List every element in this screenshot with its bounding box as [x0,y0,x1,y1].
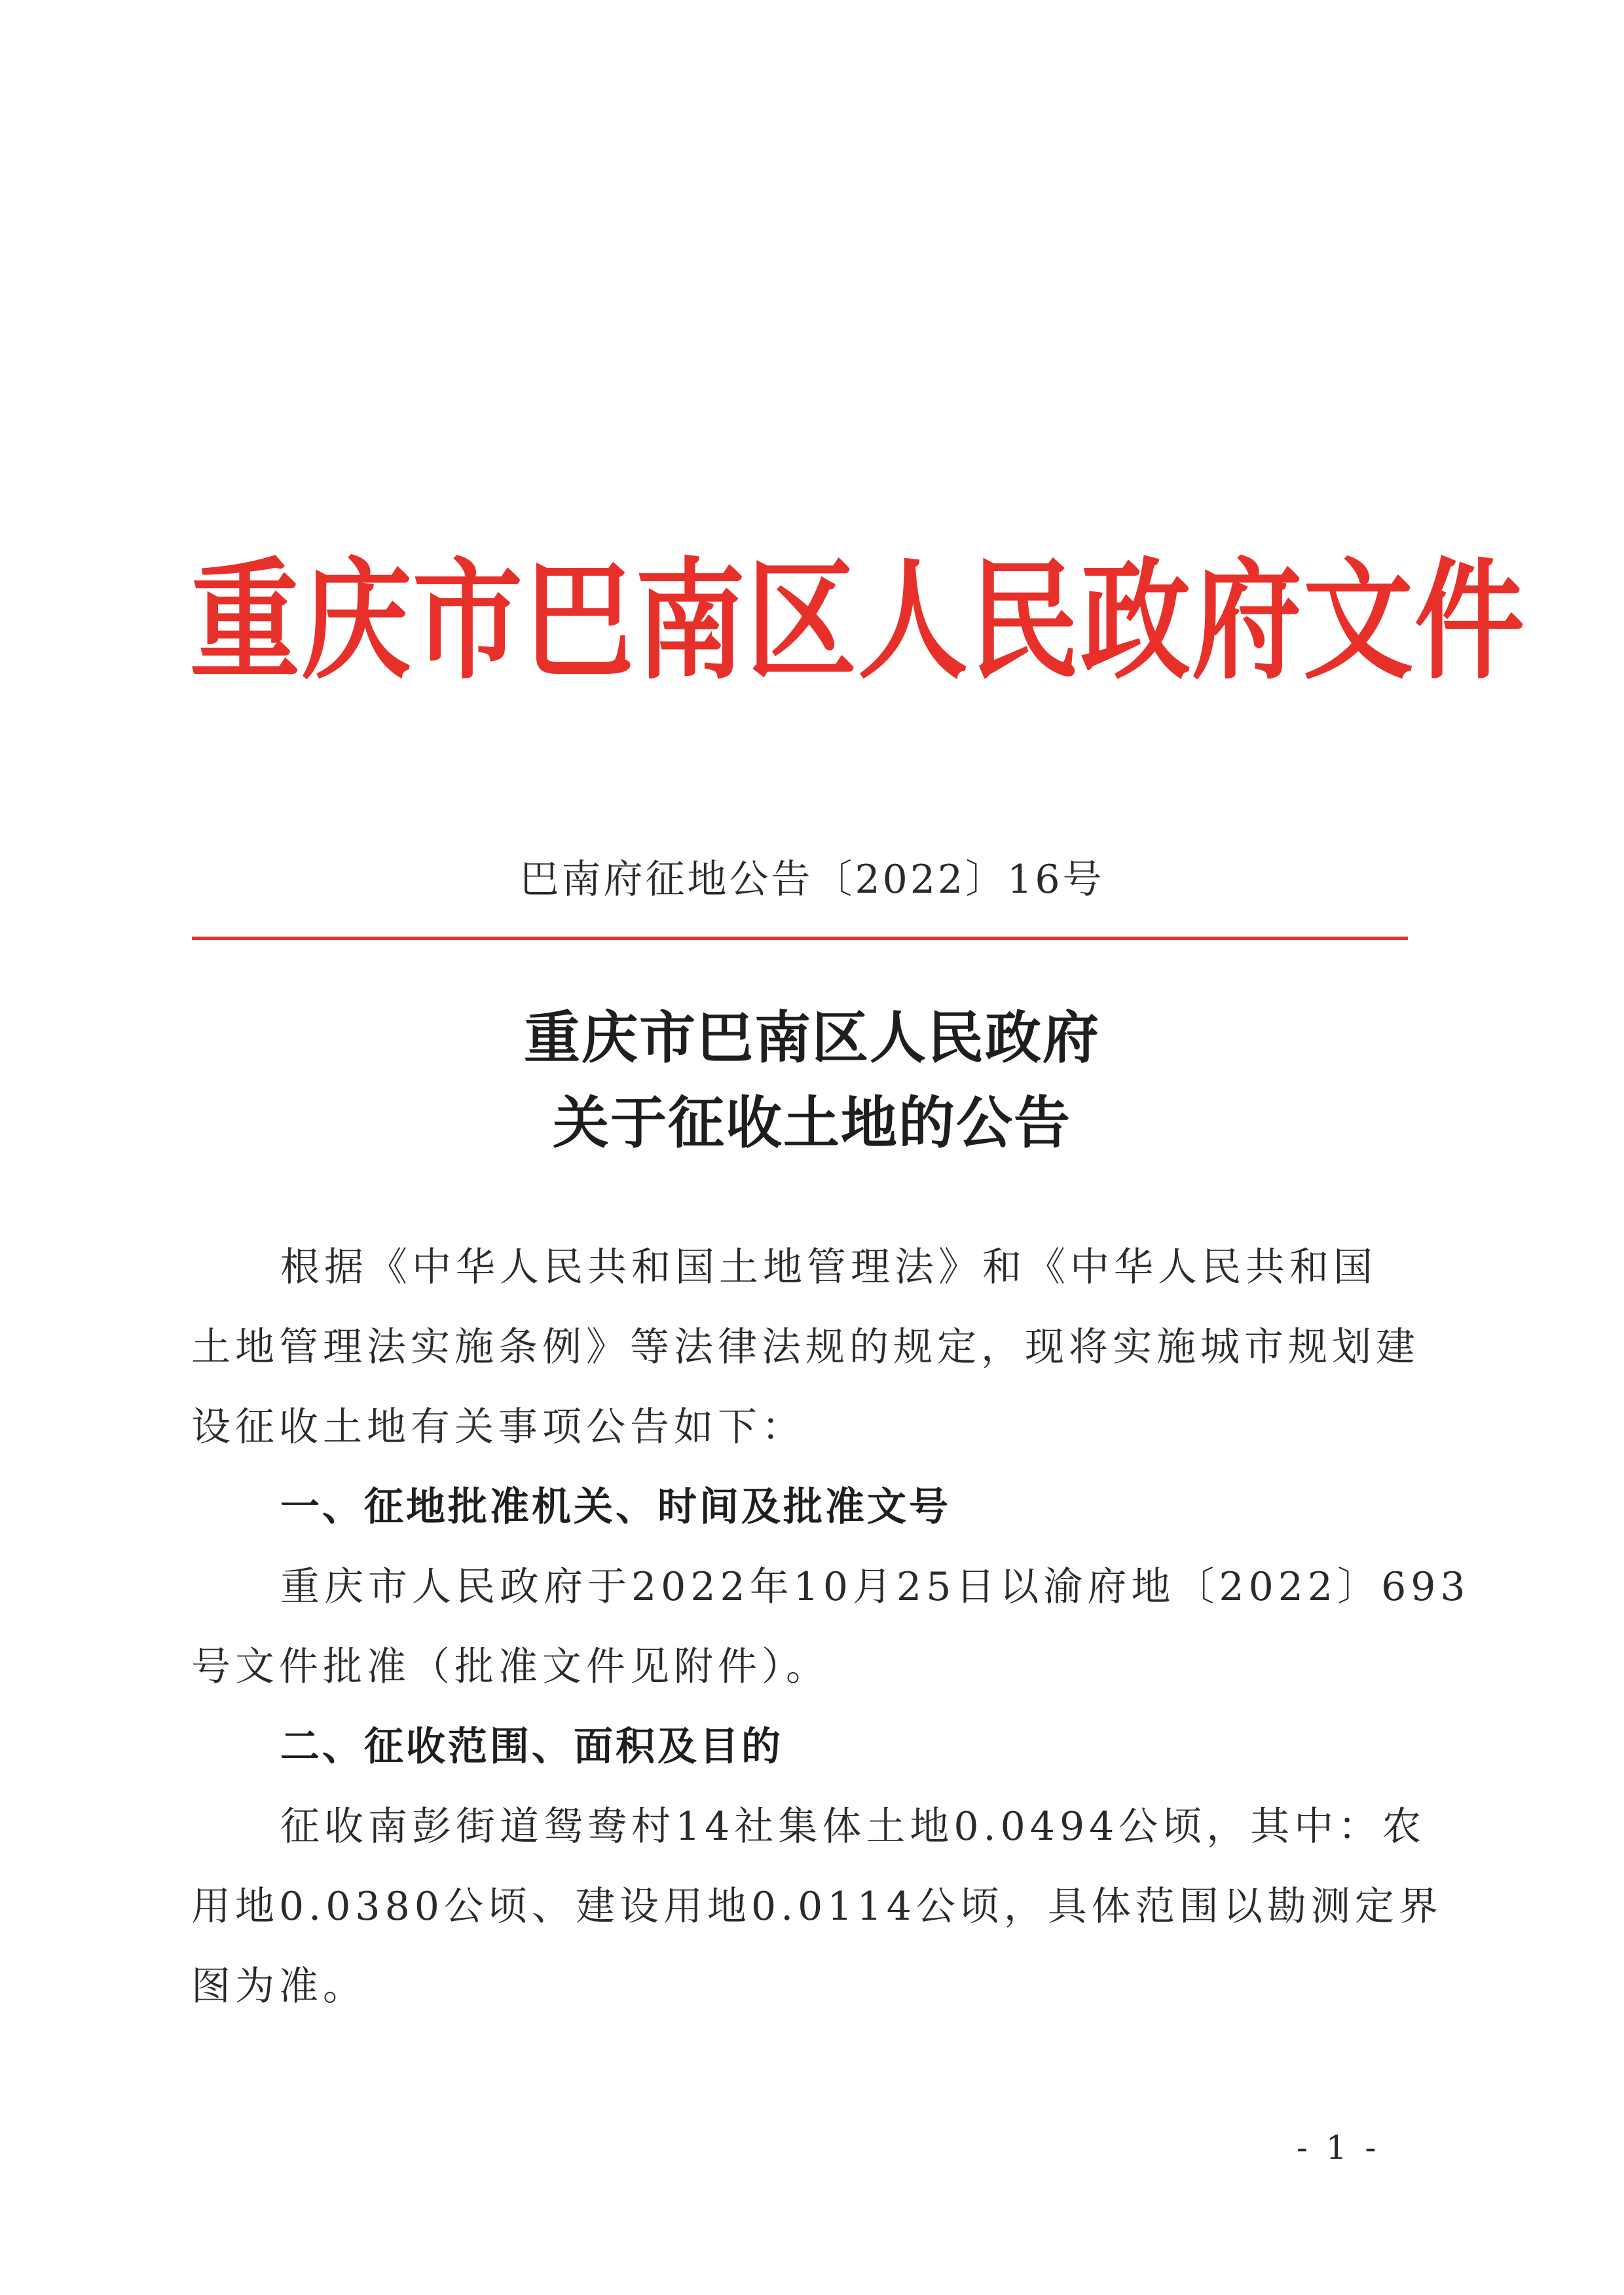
section-2-heading: 二、征收范围、面积及目的 [280,1724,783,1770]
document-number: 巴南府征地公告〔2022〕16号 [519,857,1105,903]
red-divider [192,937,1408,940]
page-number: - 1 - [1297,2129,1380,2167]
section-1-line-2: 号文件批准（批准文件见附件）。 [191,1644,830,1690]
section-2-line-2: 用地0.0380公顷、建设用地0.0114公顷，具体范围以勘测定界 [191,1884,1443,1930]
section-1-heading: 一、征地批准机关、时间及批准文号 [280,1484,951,1530]
section-2-line-1: 征收南彭街道鸳鸯村14社集体土地0.0494公顷，其中：农 [280,1804,1426,1850]
notice-title-line-2: 关于征收土地的公告 [553,1091,1071,1156]
masthead-title: 重庆市巴南区人民政府文件 [190,545,1526,698]
intro-line-3: 设征收土地有关事项公告如下： [191,1404,805,1450]
section-1-line-1: 重庆市人民政府于2022年10月25日以渝府地〔2022〕693 [280,1564,1470,1610]
intro-line-1: 根据《中华人民共和国土地管理法》和《中华人民共和国 [280,1244,1377,1290]
intro-line-2: 土地管理法实施条例》等法律法规的规定，现将实施城市规划建 [191,1324,1420,1370]
section-2-line-3: 图为准。 [191,1964,367,2009]
notice-title-line-1: 重庆市巴南区人民政府 [524,1005,1100,1071]
